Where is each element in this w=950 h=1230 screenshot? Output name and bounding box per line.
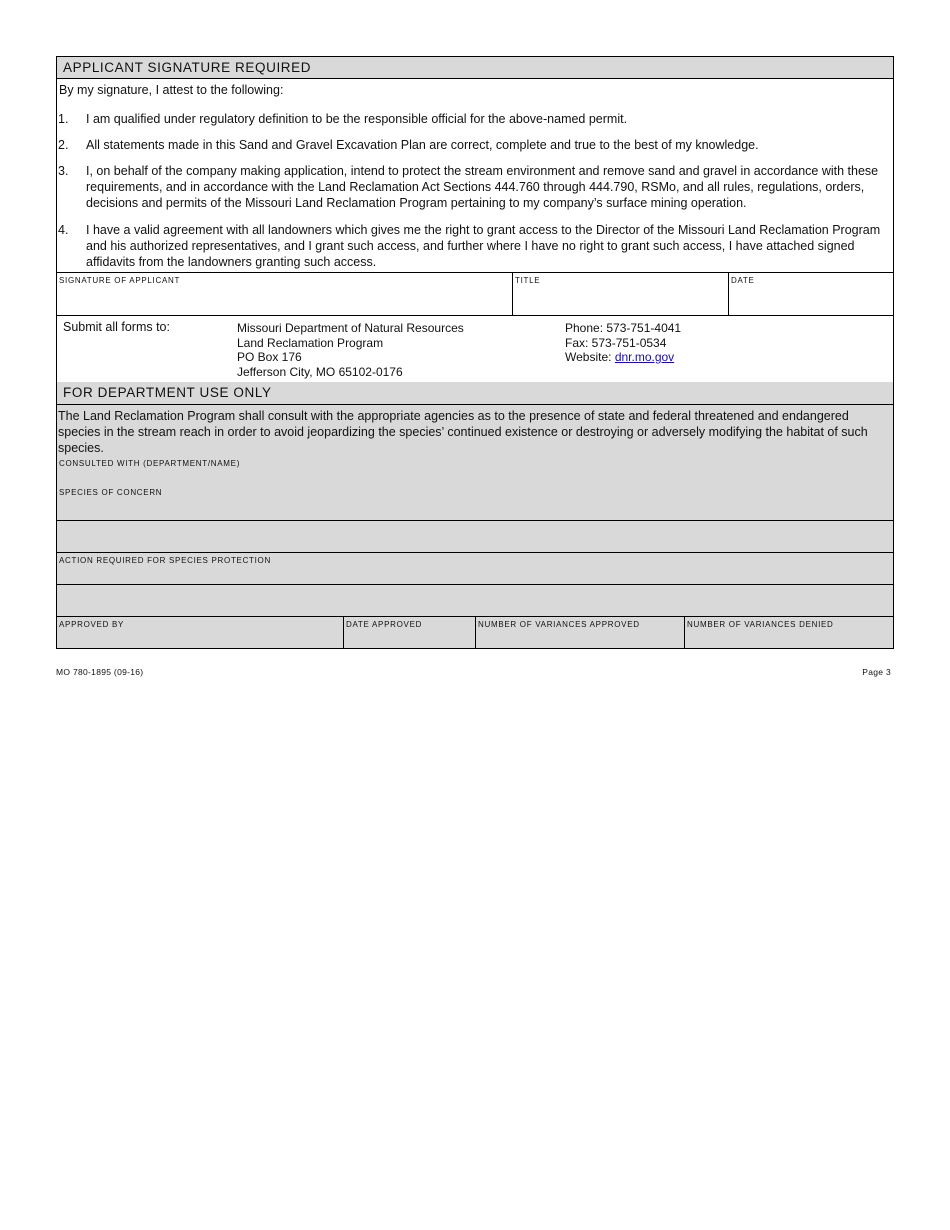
website-line xyxy=(565,350,681,365)
field-label: SIGNATURE OF APPLICANT xyxy=(59,276,181,285)
website-label: Website: xyxy=(565,350,615,364)
attest-item-number: 3. xyxy=(58,164,69,178)
date-field[interactable] xyxy=(728,273,893,315)
attest-item-3 xyxy=(57,163,893,211)
variances-denied-field[interactable] xyxy=(684,617,893,648)
department-consult-statement: The Land Reclamation Program shall consult with the appropriate agencies as to the presence of state and federal threatened and endangered species in the stream reach in order to avoid jeopardizing the species’ continued existence or destroying or adversely modifying the habitat of such species. xyxy=(58,409,868,455)
action-required-line[interactable] xyxy=(57,584,893,616)
approved-by-field[interactable] xyxy=(57,617,343,648)
species-of-concern-field[interactable] xyxy=(57,488,893,520)
attest-item-number: 4. xyxy=(58,223,69,237)
mailing-address xyxy=(237,321,464,379)
field-label: DATE xyxy=(731,276,755,285)
sand-gravel-form-page xyxy=(56,56,894,649)
field-label: NUMBER OF VARIANCES APPROVED xyxy=(478,620,640,629)
attest-item-text: I am qualified under regulatory definition to be the responsible official for the above-named permit. xyxy=(86,112,628,126)
attest-item-4 xyxy=(57,222,893,272)
address-line: Jefferson City, MO 65102-0176 xyxy=(237,364,403,379)
attest-item-number: 1. xyxy=(58,112,69,126)
field-label: NUMBER OF VARIANCES DENIED xyxy=(687,620,834,629)
page-number: Page 3 xyxy=(862,667,891,677)
signature-row xyxy=(57,272,893,315)
field-label: SPECIES OF CONCERN xyxy=(59,488,163,497)
consulted-with-field[interactable] xyxy=(57,456,893,488)
field-label: APPROVED BY xyxy=(59,620,125,629)
phone-number: Phone: 573-751-4041 xyxy=(565,321,682,335)
attest-item-text: I have a valid agreement with all landowners which gives me the right to grant access to the Director of the Missouri Land Reclamation Program and his authorized representatives, and I grant such access, and further where I have no right to grant such access, I have attached signed affidavits from the landowners granting such access. xyxy=(86,223,881,269)
submit-forms-section xyxy=(57,315,893,382)
species-of-concern-line[interactable] xyxy=(57,520,893,552)
website-link[interactable]: dnr.mo.gov xyxy=(614,350,675,364)
signature-of-applicant-field[interactable] xyxy=(57,273,512,315)
field-label: ACTION REQUIRED FOR SPECIES PROTECTION xyxy=(59,556,271,565)
field-label: DATE APPROVED xyxy=(346,620,423,629)
contact-info xyxy=(565,321,681,365)
department-use-header: FOR DEPARTMENT USE ONLY xyxy=(57,382,893,405)
field-label: TITLE xyxy=(515,276,541,285)
field-label: CONSULTED WITH (DEPARTMENT/NAME) xyxy=(59,459,241,468)
fax-number: Fax: 573-751-0534 xyxy=(565,335,667,350)
applicant-signature-header: APPLICANT SIGNATURE REQUIRED xyxy=(57,57,893,79)
variances-approved-field[interactable] xyxy=(475,617,684,648)
address-line: Land Reclamation Program xyxy=(237,335,384,350)
attest-item-1 xyxy=(57,111,893,127)
attest-intro: By my signature, I attest to the following: xyxy=(59,83,284,97)
attest-item-2 xyxy=(57,137,893,153)
date-approved-field[interactable] xyxy=(343,617,475,648)
attest-item-text: All statements made in this Sand and Gravel Excavation Plan are correct, complete and true to the best of my knowledge. xyxy=(86,138,759,152)
attest-item-number: 2. xyxy=(58,138,69,152)
form-number: MO 780-1895 (09-16) xyxy=(56,667,144,677)
approval-row xyxy=(57,616,893,648)
attest-item-text: I, on behalf of the company making application, intend to protect the stream environment and remove sand and gravel in accordance with these requirements, and in accordance with the Land Reclamation Act Sections 444.760 through 444.790, RSMo, and all rules, regulations, orders, decisions and permits of the Missouri Land Reclamation Program pertaining to my company’s surface mining operation. xyxy=(86,164,879,210)
title-field[interactable] xyxy=(512,273,728,315)
action-required-field[interactable] xyxy=(57,552,893,584)
address-line: PO Box 176 xyxy=(237,350,302,364)
address-line: Missouri Department of Natural Resources xyxy=(237,321,464,335)
submit-label: Submit all forms to: xyxy=(63,320,170,334)
department-use-section xyxy=(57,382,893,648)
